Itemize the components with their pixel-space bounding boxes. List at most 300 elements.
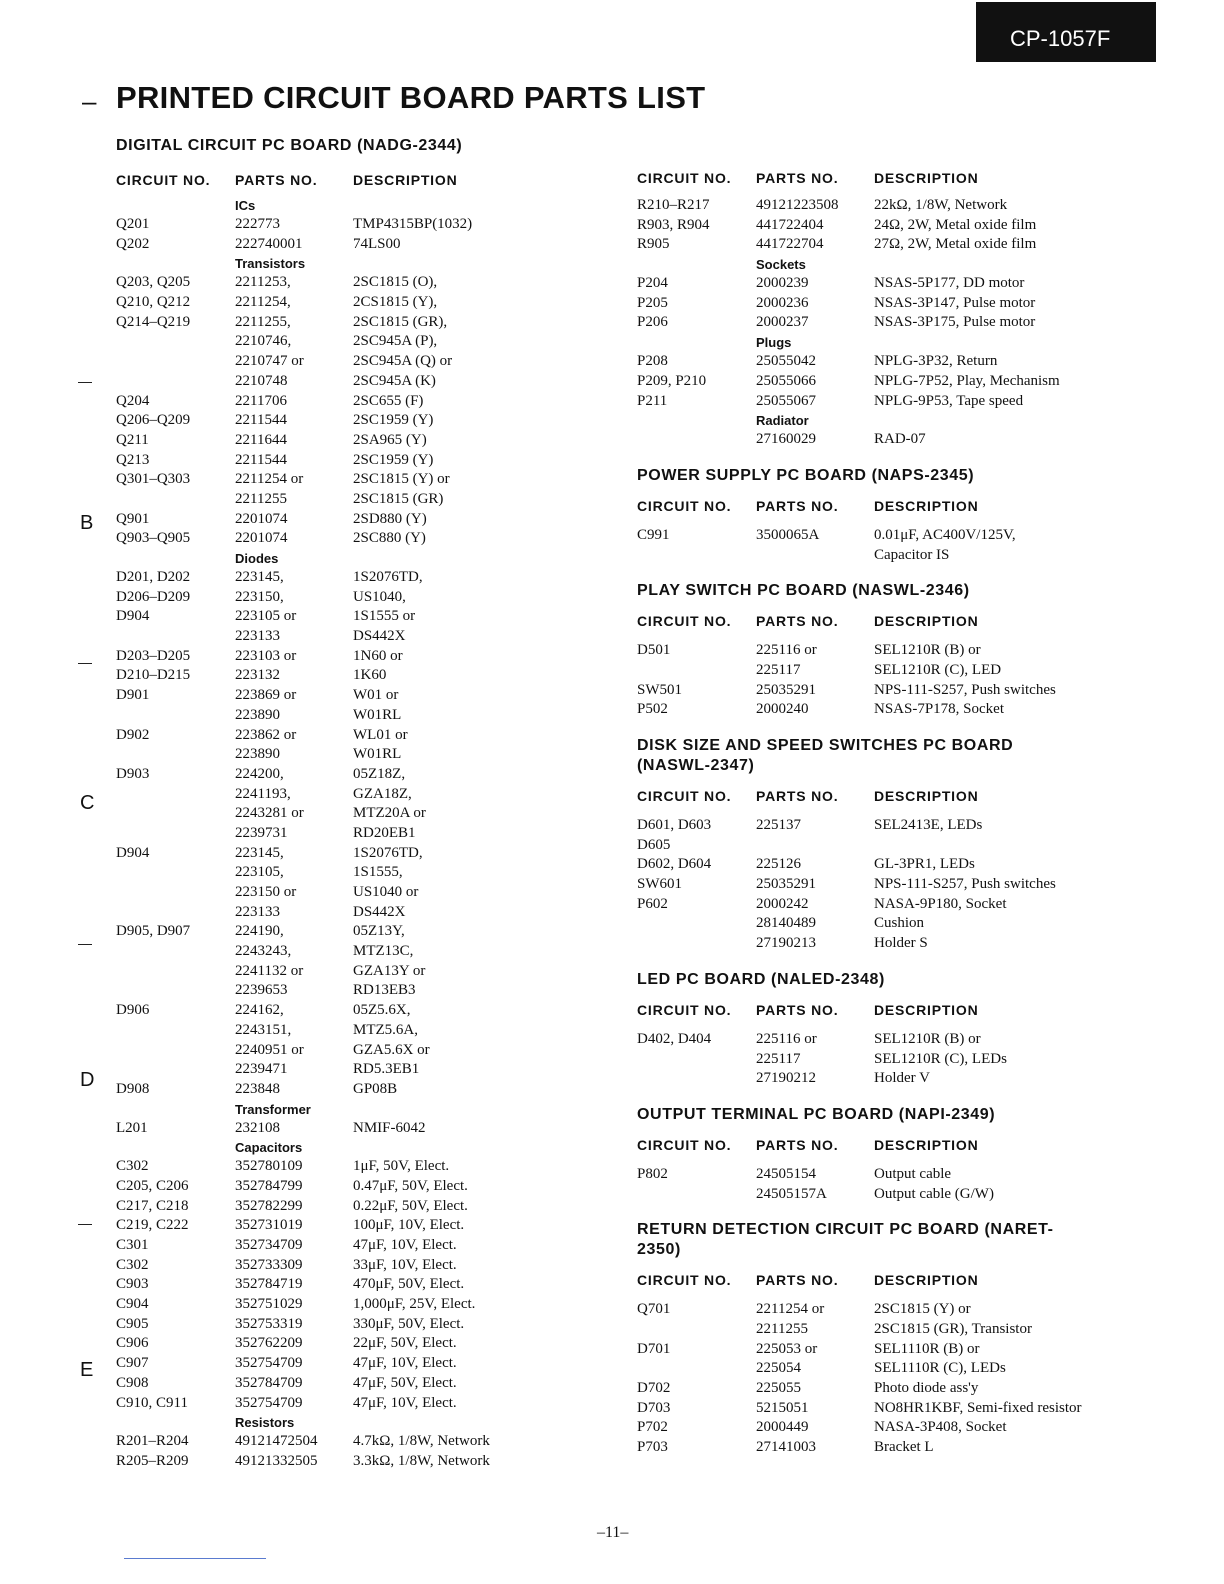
board-section [637, 1105, 1137, 1204]
table-row [116, 1334, 586, 1354]
circuit-no-cell: Q901 [116, 510, 150, 527]
table-row [637, 700, 1137, 720]
description-cell: NMIF-6042 [353, 1119, 426, 1136]
description-cell: 100μF, 10V, Elect. [353, 1217, 465, 1234]
circuit-no-cell: C205, C206 [116, 1177, 189, 1194]
parts-no-cell: 2240951 or [235, 1041, 304, 1058]
parts-no-cell: 2210746, [235, 333, 292, 350]
table-row [637, 274, 1137, 294]
section-title: LED PC BOARD (NALED-2348) [637, 970, 885, 988]
description-cell: 1N60 or [353, 647, 403, 664]
header-circuit-no: CIRCUIT NO. [637, 1272, 732, 1289]
description-cell: GP08B [353, 1080, 398, 1097]
parts-no-cell: 352751029 [235, 1296, 303, 1313]
header-description: DESCRIPTION [874, 1136, 979, 1153]
header-parts-no: PARTS NO. [756, 1272, 839, 1289]
table-row [637, 235, 1137, 255]
description-cell: GZA18Z, [353, 785, 412, 802]
parts-no-cell: 224162, [235, 1002, 284, 1019]
description-cell: SEL1210R (B) or [874, 1030, 981, 1047]
header-parts-no: PARTS NO. [235, 172, 318, 188]
parts-no-cell: 2211255 [235, 490, 287, 507]
table-row [116, 1295, 586, 1315]
circuit-no-cell: D206–D209 [116, 588, 191, 605]
table-row [116, 588, 586, 608]
circuit-no-cell: P211 [637, 392, 668, 409]
description-cell: SEL1210R (C), LEDs [874, 1050, 1007, 1067]
group-heading [637, 255, 1137, 274]
table-row [637, 430, 1137, 450]
header-parts-no: PARTS NO. [756, 788, 839, 804]
description-cell: 33μF, 10V, Elect. [353, 1256, 457, 1273]
table-row [116, 1119, 586, 1139]
board-section [637, 970, 1137, 1089]
parts-no-cell: 352734709 [235, 1237, 303, 1253]
header-description: DESCRIPTION [874, 613, 979, 630]
parts-no-cell: 441722704 [756, 236, 824, 253]
description-cell: GZA13Y or [353, 962, 426, 979]
description-cell: DS442X [353, 903, 406, 920]
table-row [116, 411, 586, 431]
table-row [116, 981, 586, 1001]
parts-no-cell: 223133 [235, 628, 280, 645]
description-cell: 2SC655 (F) [353, 392, 424, 409]
circuit-no-cell: C906 [116, 1335, 149, 1352]
description-cell: SEL2413E, LEDs [874, 817, 983, 833]
parts-no-cell: 2210747 or [235, 353, 304, 370]
group-heading [637, 411, 1137, 430]
table-row [116, 293, 586, 313]
table-row [116, 1001, 586, 1021]
description-cell: DS442X [353, 628, 406, 645]
table-row [116, 1216, 586, 1236]
description-cell: 0.47μF, 50V, Elect. [353, 1177, 468, 1194]
circuit-no-cell: R903, R904 [637, 216, 710, 233]
description-cell: NPLG-3P32, Return [874, 353, 998, 370]
table-row [637, 1165, 1137, 1185]
group-label: ICs [235, 198, 256, 213]
parts-no-cell: 27160029 [756, 431, 816, 448]
table-row [637, 1340, 1137, 1360]
table-row [116, 726, 586, 746]
parts-no-cell: 223848 [235, 1080, 280, 1097]
circuit-no-cell: P703 [637, 1439, 668, 1456]
table-row [116, 490, 586, 510]
column-header-row [116, 170, 586, 196]
description-cell: W01RL [353, 706, 402, 723]
description-cell: 47μF, 10V, Elect. [353, 1394, 457, 1411]
table-row [637, 216, 1137, 236]
parts-no-cell: 441722404 [756, 216, 824, 233]
table-row [116, 392, 586, 412]
table-row [637, 1438, 1137, 1458]
table-row [116, 1354, 586, 1374]
parts-no-cell: 223145, [235, 569, 284, 585]
column-header-row [637, 496, 1137, 526]
table-row [637, 914, 1137, 934]
description-cell: NPS-111-S257, Push switches [874, 681, 1056, 698]
board-section [637, 736, 1137, 954]
description-cell: 470μF, 50V, Elect. [353, 1276, 465, 1293]
table-row [637, 392, 1137, 412]
table-row [116, 1315, 586, 1335]
table-row [116, 942, 586, 962]
parts-no-cell: 352731019 [235, 1217, 303, 1234]
table-row [637, 313, 1137, 333]
parts-no-cell: 2211644 [235, 431, 287, 448]
margin-tick [78, 663, 92, 664]
header-circuit-no: CIRCUIT NO. [637, 1136, 732, 1153]
table-row [116, 666, 586, 686]
table-row [637, 1069, 1137, 1089]
table-row [116, 824, 586, 844]
parts-no-cell: 225117 [756, 661, 801, 678]
group-heading [116, 196, 586, 215]
table-row [116, 785, 586, 805]
header-circuit-no: CIRCUIT NO. [637, 1001, 732, 1018]
description-cell: 2SA965 (Y) [353, 431, 427, 448]
circuit-no-cell: C301 [116, 1237, 149, 1253]
circuit-no-cell: Q201 [116, 216, 150, 232]
parts-no-cell: 2239731 [235, 824, 288, 841]
parts-no-cell: 223150, [235, 588, 284, 605]
section-title: DIGITAL CIRCUIT PC BOARD (NADG-2344) [116, 137, 463, 154]
circuit-no-cell: Q213 [116, 451, 150, 468]
parts-no-cell: 352762209 [235, 1335, 303, 1352]
table-row [637, 546, 1137, 566]
group-heading [116, 1100, 586, 1119]
circuit-no-cell: C910, C911 [116, 1394, 188, 1411]
circuit-no-cell: C903 [116, 1276, 149, 1293]
table-row [637, 934, 1137, 954]
parts-no-cell: 24505157A [756, 1185, 827, 1202]
circuit-no-cell: D501 [637, 642, 671, 659]
header-description: DESCRIPTION [353, 172, 458, 188]
parts-no-cell: 27190212 [756, 1070, 816, 1087]
description-cell: SEL1210R (B) or [874, 642, 981, 659]
group-heading [116, 254, 586, 273]
circuit-no-cell: C908 [116, 1374, 149, 1391]
table-row [116, 863, 586, 883]
description-cell: RAD-07 [874, 431, 926, 448]
parts-no-cell: 2211544 [235, 412, 287, 429]
description-cell: NSAS-3P147, Pulse motor [874, 294, 1036, 311]
description-cell: GL-3PR1, LEDs [874, 856, 975, 873]
table-row [116, 470, 586, 490]
group-label: Sockets [756, 257, 806, 273]
circuit-no-cell: SW601 [637, 876, 682, 893]
description-cell: 2SC1815 (GR), Transistor [874, 1320, 1032, 1337]
parts-no-cell: 2211254 or [235, 471, 304, 488]
description-cell: 2SC1815 (GR), [353, 313, 448, 330]
circuit-no-cell: D203–D205 [116, 647, 191, 664]
header-circuit-no: CIRCUIT NO. [116, 172, 211, 188]
parts-no-cell: 2000236 [756, 294, 809, 311]
table-row [637, 526, 1137, 546]
parts-no-cell: 352782299 [235, 1197, 303, 1214]
table-row [637, 1050, 1137, 1070]
group-label: Transistors [235, 256, 306, 272]
description-cell: NSAS-3P175, Pulse motor [874, 314, 1036, 331]
parts-no-cell: 2241193, [235, 785, 291, 802]
parts-table [637, 526, 1137, 565]
parts-no-cell: 2211706 [235, 392, 287, 409]
parts-no-cell: 27190213 [756, 935, 816, 952]
parts-no-cell: 225137 [756, 817, 801, 833]
circuit-no-cell: SW501 [637, 681, 682, 698]
description-cell: 1,000μF, 25V, Elect. [353, 1296, 476, 1313]
section-title: RETURN DETECTION CIRCUIT PC BOARD (NARET-2350) [637, 1221, 1054, 1259]
parts-no-cell: 225126 [756, 856, 801, 873]
header-description: DESCRIPTION [874, 788, 979, 804]
table-row [116, 215, 586, 235]
description-cell: 1S2076TD, [353, 844, 423, 861]
parts-no-cell: 2211254, [235, 294, 291, 311]
parts-no-cell: 352784799 [235, 1177, 303, 1194]
parts-no-cell: 2000237 [756, 314, 809, 331]
section-title: OUTPUT TERMINAL PC BOARD (NAPI-2349) [637, 1105, 996, 1123]
table-row [116, 1452, 586, 1472]
parts-no-cell: 25035291 [756, 876, 816, 893]
circuit-no-cell: P208 [637, 353, 668, 370]
parts-no-cell: 2211544 [235, 451, 287, 468]
circuit-no-cell: D602, D604 [637, 856, 712, 873]
parts-no-cell: 225053 or [756, 1340, 818, 1357]
header-circuit-no: CIRCUIT NO. [637, 788, 732, 804]
circuit-no-cell: D201, D202 [116, 569, 191, 585]
parts-no-cell: 223869 or [235, 687, 297, 704]
description-cell: 05Z5.6X, [353, 1002, 411, 1019]
group-label: Radiator [756, 413, 809, 429]
description-cell: SEL1110R (C), LEDs [874, 1360, 1006, 1377]
circuit-no-cell: Q214–Q219 [116, 313, 191, 330]
parts-no-cell: 352753319 [235, 1315, 303, 1332]
description-cell: 2SC945A (Q) or [353, 353, 453, 370]
parts-no-cell: 27141003 [756, 1439, 816, 1456]
parts-no-cell: 2243151, [235, 1021, 292, 1038]
table-row [637, 294, 1137, 314]
description-cell: 27Ω, 2W, Metal oxide film [874, 236, 1037, 253]
table-row [116, 962, 586, 982]
circuit-no-cell: Q203, Q205 [116, 274, 191, 291]
column-header-row [637, 786, 1137, 816]
description-cell: 47μF, 10V, Elect. [353, 1237, 457, 1253]
parts-no-cell: 3500065A [756, 526, 820, 543]
table-row [637, 836, 1137, 856]
table-row [637, 855, 1137, 875]
header-parts-no: PARTS NO. [756, 1001, 839, 1018]
parts-table [637, 1300, 1137, 1458]
description-cell: 2SC1959 (Y) [353, 412, 434, 429]
description-cell: W01RL [353, 746, 402, 763]
parts-no-cell: 2243281 or [235, 805, 304, 822]
parts-table [637, 1165, 1137, 1204]
table-row [637, 1399, 1137, 1419]
group-heading [116, 549, 586, 568]
description-cell: 3.3kΩ, 1/8W, Network [353, 1452, 490, 1469]
circuit-no-cell: Q701 [637, 1301, 671, 1318]
description-cell: MTZ20A or [353, 805, 426, 822]
table-row [116, 1374, 586, 1394]
table-row [116, 922, 586, 942]
table-row [116, 352, 586, 372]
description-cell: 4.7kΩ, 1/8W, Network [353, 1433, 490, 1450]
description-cell: 2SC1815 (O), [353, 274, 438, 291]
description-cell: NPLG-9P53, Tape speed [874, 392, 1024, 409]
parts-no-cell: 2211255 [756, 1320, 808, 1337]
description-cell: 05Z18Z, [353, 765, 406, 782]
column-header-row [637, 1000, 1137, 1030]
description-cell: Output cable [874, 1165, 952, 1182]
description-cell: RD13EB3 [353, 982, 416, 999]
description-cell: RD20EB1 [353, 824, 416, 841]
description-cell: 24Ω, 2W, Metal oxide film [874, 216, 1037, 233]
table-row [637, 372, 1137, 392]
parts-table-continued [637, 196, 1137, 450]
table-row [116, 1275, 586, 1295]
parts-no-cell: 2211254 or [756, 1301, 825, 1318]
circuit-no-cell: P209, P210 [637, 372, 707, 389]
description-cell: NPS-111-S257, Push switches [874, 876, 1056, 893]
table-row [637, 196, 1137, 216]
board-section [637, 466, 1137, 565]
table-row [116, 1177, 586, 1197]
description-cell: 2SC1959 (Y) [353, 451, 434, 468]
table-row [116, 1041, 586, 1061]
column-header-row [637, 611, 1137, 641]
circuit-no-cell: C904 [116, 1296, 149, 1313]
description-cell: 1μF, 50V, Elect. [353, 1158, 450, 1175]
description-cell: SEL1110R (B) or [874, 1340, 980, 1357]
table-row [116, 568, 586, 588]
description-cell: MTZ5.6A, [353, 1021, 418, 1038]
table-row [116, 1197, 586, 1217]
header-description: DESCRIPTION [874, 1001, 979, 1018]
description-cell: 2SC1815 (GR) [353, 490, 444, 507]
header-parts-no: PARTS NO. [756, 613, 839, 630]
parts-no-cell: 352754709 [235, 1394, 303, 1411]
parts-no-cell: 2000240 [756, 701, 809, 718]
description-cell: 05Z13Y, [353, 923, 405, 940]
page-title: PRINTED CIRCUIT BOARD PARTS LIST [116, 80, 706, 115]
parts-no-cell: 2210748 [235, 372, 288, 389]
table-row [637, 661, 1137, 681]
circuit-no-cell: D402, D404 [637, 1030, 712, 1047]
description-cell: NSAS-7P178, Socket [874, 701, 1005, 718]
description-cell: 2SC1815 (Y) or [353, 471, 450, 488]
circuit-no-cell: D601, D603 [637, 817, 712, 833]
table-row [116, 1432, 586, 1452]
parts-no-cell: 49121472504 [235, 1433, 318, 1450]
circuit-no-cell: Q211 [116, 431, 149, 448]
parts-no-cell: 223862 or [235, 726, 297, 743]
description-cell: SEL1210R (C), LED [874, 661, 1002, 678]
table-row [116, 627, 586, 647]
margin-tick [78, 944, 92, 945]
header-circuit-no: CIRCUIT NO. [637, 613, 732, 630]
parts-no-cell: 49121332505 [235, 1452, 318, 1469]
circuit-no-cell: R201–R204 [116, 1433, 189, 1450]
parts-no-cell: 2000449 [756, 1419, 809, 1436]
circuit-no-cell: R905 [637, 236, 670, 253]
parts-no-cell: 222773 [235, 216, 280, 232]
description-cell: 47μF, 50V, Elect. [353, 1374, 457, 1391]
circuit-no-cell: D906 [116, 1002, 150, 1019]
margin-letter-c: C [80, 792, 95, 814]
circuit-no-cell: P204 [637, 275, 668, 292]
description-cell: 0.01μF, AC400V/125V, [874, 526, 1016, 543]
parts-no-cell: 49121223508 [756, 197, 839, 213]
parts-no-cell: 2241132 or [235, 962, 304, 979]
group-label: Capacitors [235, 1140, 303, 1156]
table-row [116, 745, 586, 765]
header-parts-no: PARTS NO. [756, 497, 839, 514]
table-row [116, 903, 586, 923]
parts-no-cell: 352784709 [235, 1374, 303, 1391]
circuit-no-cell: Q903–Q905 [116, 530, 191, 547]
circuit-no-cell: P602 [637, 895, 668, 912]
circuit-no-cell: C217, C218 [116, 1197, 189, 1214]
parts-no-cell: 25055067 [756, 392, 816, 409]
group-label: Diodes [235, 551, 279, 566]
description-cell: 47μF, 10V, Elect. [353, 1355, 457, 1372]
circuit-no-cell: D605 [637, 836, 671, 853]
table-row [637, 1418, 1137, 1438]
circuit-no-cell: C905 [116, 1315, 149, 1332]
parts-no-cell: 352754709 [235, 1355, 303, 1372]
table-row [116, 706, 586, 726]
parts-no-cell: 225054 [756, 1360, 801, 1377]
table-row [116, 332, 586, 352]
table-row [116, 510, 586, 530]
description-cell: NASA-9P180, Socket [874, 895, 1007, 912]
parts-no-cell: 223150 or [235, 884, 297, 900]
description-cell: 22kΩ, 1/8W, Network [874, 197, 1008, 213]
description-cell: 2SC880 (Y) [353, 530, 426, 547]
circuit-no-cell: Q202 [116, 235, 150, 252]
parts-no-cell: 352733309 [235, 1256, 303, 1273]
description-cell: 74LS00 [353, 235, 401, 252]
parts-no-cell: 25055066 [756, 372, 816, 389]
circuit-no-cell: P502 [637, 701, 668, 718]
parts-no-cell: 223133 [235, 903, 280, 920]
header-description: DESCRIPTION [874, 170, 979, 186]
table-row [116, 1236, 586, 1256]
circuit-no-cell: C302 [116, 1256, 149, 1273]
circuit-no-cell: D904 [116, 608, 150, 625]
table-row [116, 844, 586, 864]
right-column [637, 168, 1137, 1458]
circuit-no-cell: R210–R217 [637, 197, 710, 213]
table-row [637, 875, 1137, 895]
circuit-no-cell: R205–R209 [116, 1452, 189, 1469]
description-cell: Cushion [874, 915, 925, 932]
description-cell: 2SC1815 (Y) or [874, 1301, 971, 1318]
table-row [637, 641, 1137, 661]
group-label: Transformer [235, 1101, 311, 1117]
description-cell: GZA5.6X or [353, 1041, 430, 1058]
table-row [637, 1359, 1137, 1379]
parts-no-cell: 2000239 [756, 275, 809, 292]
parts-no-cell: 224200, [235, 765, 284, 782]
parts-no-cell: 223890 [235, 746, 280, 763]
circuit-no-cell: P702 [637, 1419, 668, 1436]
parts-no-cell: 2211255, [235, 313, 291, 330]
parts-no-cell: 223105 or [235, 608, 297, 625]
column-header-row [637, 1135, 1137, 1165]
table-row [116, 372, 586, 392]
parts-no-cell: 224190, [235, 923, 284, 940]
